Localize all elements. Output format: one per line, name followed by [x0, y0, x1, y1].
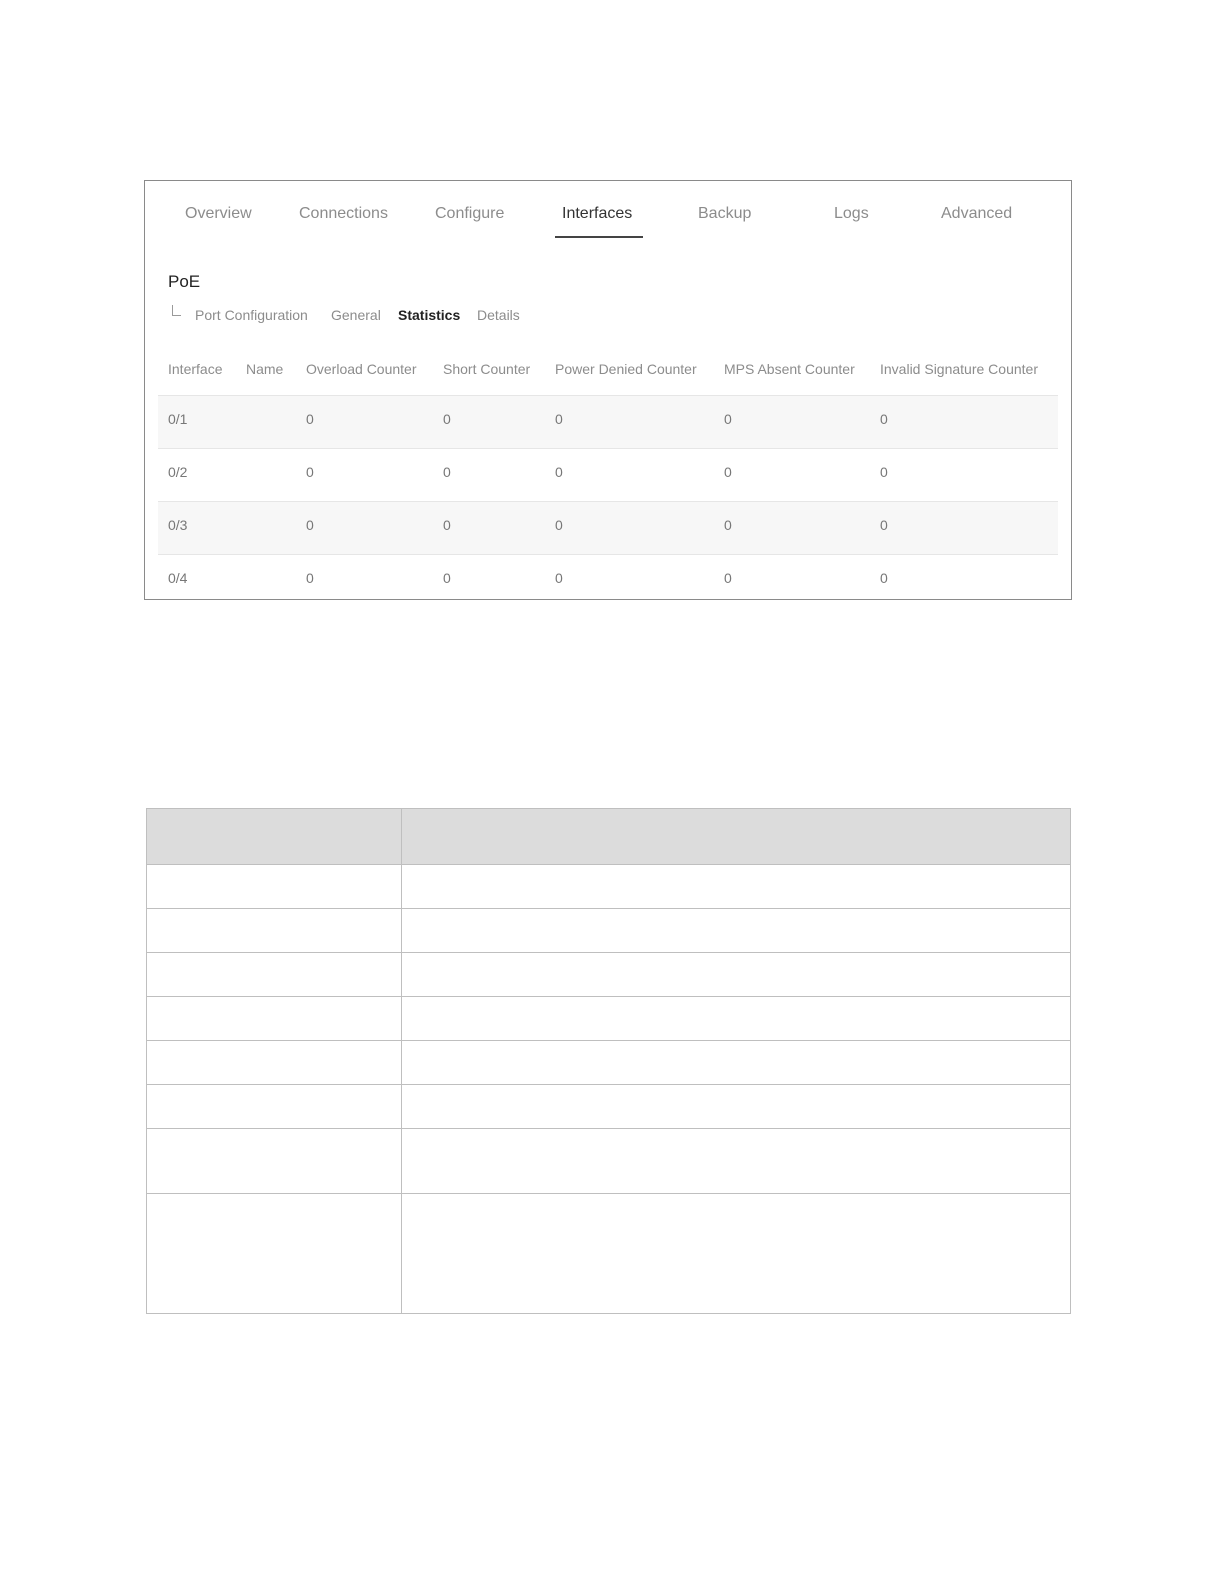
cell-power-denied: 0 [555, 517, 563, 533]
cell-overload: 0 [306, 464, 314, 480]
cell-overload: 0 [306, 411, 314, 427]
header-cell-description [402, 809, 1071, 865]
cell-power-denied: 0 [555, 464, 563, 480]
cell-invalid-signature: 0 [880, 411, 888, 427]
col-header-power-denied-counter: Power Denied Counter [555, 361, 697, 377]
cell-mps-absent: 0 [724, 411, 732, 427]
cell-interface: 0/4 [168, 570, 188, 586]
table-row[interactable] [158, 554, 1058, 607]
active-tab-indicator [555, 236, 643, 238]
col-header-overload-counter: Overload Counter [306, 361, 417, 377]
cell-power-denied: 0 [555, 570, 563, 586]
tab-backup[interactable]: Backup [698, 205, 752, 222]
tab-advanced[interactable]: Advanced [941, 205, 1013, 222]
cell-interface: 0/2 [168, 464, 188, 480]
subnav-general[interactable]: General [331, 307, 381, 323]
poe-statistics-table [158, 347, 1058, 607]
cell-short: 0 [443, 517, 451, 533]
tab-connections[interactable]: Connections [299, 205, 388, 222]
subnav-details[interactable]: Details [477, 307, 520, 323]
cell-short: 0 [443, 464, 451, 480]
cell-interface: 0/3 [168, 517, 188, 533]
cell-short: 0 [443, 570, 451, 586]
description-table [146, 808, 1071, 1314]
cell-invalid-signature: 0 [880, 517, 888, 533]
description-row [147, 909, 1071, 953]
header-cell-field [147, 809, 402, 865]
table-header-row [158, 347, 1058, 395]
description-row [147, 1041, 1071, 1085]
cell-short: 0 [443, 411, 451, 427]
description-row [147, 1194, 1071, 1314]
description-row [147, 865, 1071, 909]
description-row [147, 1129, 1071, 1194]
subnav-port-configuration[interactable]: Port Configuration [195, 307, 308, 323]
tab-overview[interactable]: Overview [185, 205, 252, 222]
subnav-statistics[interactable]: Statistics [398, 307, 461, 323]
cell-invalid-signature: 0 [880, 570, 888, 586]
tab-interfaces[interactable]: Interfaces [562, 205, 633, 222]
col-header-interface: Interface [168, 361, 223, 377]
cell-overload: 0 [306, 570, 314, 586]
description-table-header [147, 809, 1071, 865]
col-header-name: Name [246, 361, 284, 377]
col-header-invalid-signature-counter: Invalid Signature Counter [880, 361, 1038, 377]
cell-overload: 0 [306, 517, 314, 533]
cell-mps-absent: 0 [724, 464, 732, 480]
col-header-mps-absent-counter: MPS Absent Counter [724, 361, 855, 377]
cell-interface: 0/1 [168, 411, 188, 427]
top-tab-bar [145, 181, 1071, 241]
cell-invalid-signature: 0 [880, 464, 888, 480]
table-row[interactable] [158, 448, 1058, 501]
section-title: PoE [168, 272, 201, 291]
ui-screenshot-panel [144, 180, 1072, 600]
cell-power-denied: 0 [555, 411, 563, 427]
description-row [147, 997, 1071, 1041]
tab-logs[interactable]: Logs [834, 205, 869, 222]
table-row[interactable] [158, 501, 1058, 554]
cell-mps-absent: 0 [724, 517, 732, 533]
description-row [147, 953, 1071, 997]
tab-configure[interactable]: Configure [435, 205, 505, 222]
tree-branch-icon [172, 305, 181, 316]
description-row [147, 1085, 1071, 1129]
table-row[interactable] [158, 395, 1058, 448]
col-header-short-counter: Short Counter [443, 361, 531, 377]
cell-mps-absent: 0 [724, 570, 732, 586]
